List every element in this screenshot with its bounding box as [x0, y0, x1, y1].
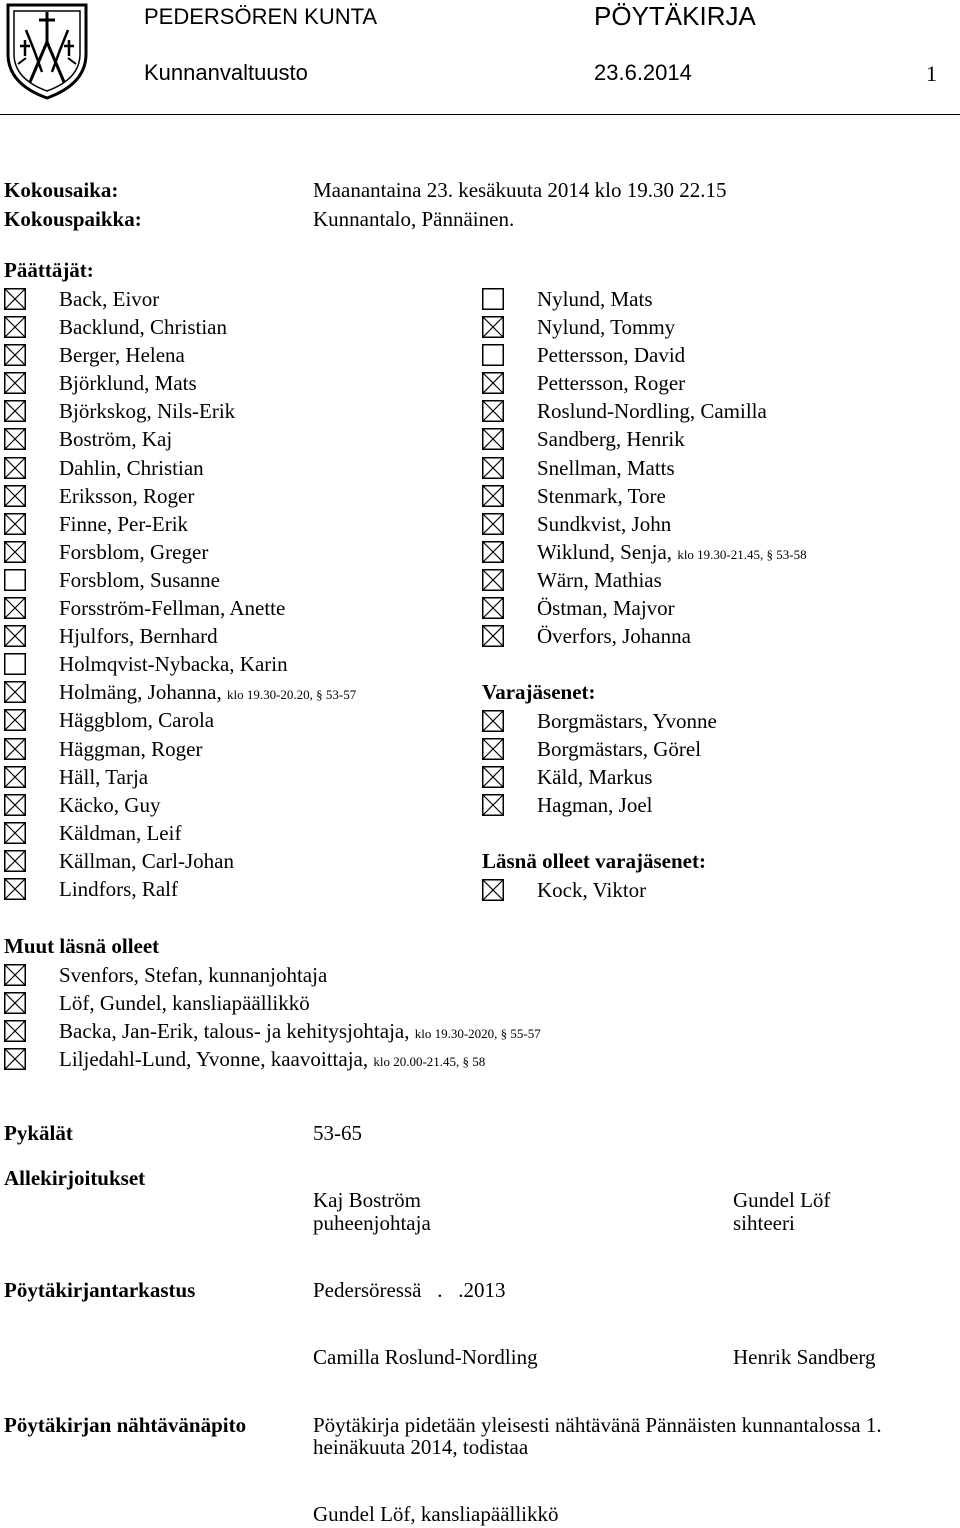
attendee-name: Överfors, Johanna [537, 624, 691, 649]
attendee-name: Käcko, Guy [59, 792, 161, 817]
list-item [4, 875, 464, 903]
attendee-name: Boström, Kaj [59, 427, 173, 452]
attendee-name: Käld, Markus [537, 765, 653, 790]
list-item [4, 566, 464, 594]
review-place-date: Pedersöressä . .2013 [313, 1278, 506, 1302]
checked-checkbox-icon[interactable] [482, 766, 504, 788]
checked-checkbox-icon[interactable] [4, 288, 26, 310]
attendee-name: Forsblom, Greger [59, 539, 209, 564]
list-item [4, 510, 464, 538]
checked-checkbox-icon[interactable] [4, 625, 26, 647]
attendee-name: Östman, Majvor [537, 596, 675, 621]
deciders-right-list [482, 285, 960, 650]
meeting-place-label: Kokouspaikka: [4, 207, 142, 231]
attendee-name: Borgmästars, Yvonne [537, 709, 717, 733]
list-item [482, 454, 960, 482]
attendee-name: Backlund, Christian [59, 315, 227, 340]
municipality-logo [4, 2, 90, 100]
attendee-name: Liljedahl-Lund, Yvonne, kaavoittaja, [59, 1047, 369, 1072]
checked-checkbox-icon[interactable] [482, 457, 504, 479]
deciders-title: Päättäjät: [4, 258, 94, 282]
attendee-name: Hagman, Joel [537, 793, 653, 818]
attendee-name: Forsström-Fellman, Anette [59, 596, 286, 621]
attendance-note: klo 19.30-21.45, § 53-58 [677, 546, 807, 562]
list-item [482, 425, 960, 453]
checked-checkbox-icon[interactable] [482, 625, 504, 647]
display-signer: Gundel Löf, kansliapäällikkö [313, 1502, 559, 1526]
list-item [4, 989, 904, 1017]
list-item [4, 482, 464, 510]
list-item [482, 735, 960, 763]
checked-checkbox-icon[interactable] [482, 569, 504, 591]
list-item [482, 707, 960, 735]
checked-checkbox-icon[interactable] [4, 372, 26, 394]
sections-label: Pykälät [4, 1121, 73, 1145]
attendee-name: Hjulfors, Bernhard [59, 624, 218, 649]
signatures-label: Allekirjoitukset [4, 1166, 146, 1190]
secretary-name: Gundel Löf [733, 1188, 831, 1212]
attendance-note: klo 20.00-21.45, § 58 [373, 1054, 486, 1070]
checked-checkbox-icon[interactable] [482, 879, 504, 901]
attendee-name: Lindfors, Ralf [59, 876, 178, 901]
secretary-role: sihteeri [733, 1211, 795, 1235]
list-item [482, 538, 960, 566]
checked-checkbox-icon[interactable] [4, 964, 26, 986]
substitutes-list [482, 707, 960, 819]
attendee-name: Holmäng, Johanna, [59, 680, 222, 705]
empty-checkbox-icon[interactable] [482, 288, 504, 310]
checked-checkbox-icon[interactable] [482, 485, 504, 507]
list-item [482, 341, 960, 369]
list-item [4, 622, 464, 650]
list-item [482, 397, 960, 425]
attendance-note: klo 19.30-20.20, § 53-57 [226, 687, 357, 703]
meeting-place-value: Kunnantalo, Pännäinen. [313, 207, 515, 231]
checked-checkbox-icon[interactable] [482, 794, 504, 816]
attendee-name: Wärn, Mathias [537, 567, 662, 592]
chair-name: Kaj Boström [313, 1188, 421, 1212]
list-item [482, 369, 960, 397]
checked-checkbox-icon[interactable] [4, 428, 26, 450]
list-item [482, 622, 960, 650]
list-item [4, 791, 464, 819]
checked-checkbox-icon[interactable] [4, 316, 26, 338]
checked-checkbox-icon[interactable] [4, 709, 26, 731]
meeting-time-label: Kokousaika: [4, 178, 119, 202]
list-item [4, 341, 464, 369]
list-item [4, 313, 464, 341]
present-substitutes-title: Läsnä olleet varajäsenet: [482, 849, 706, 873]
deciders-left-list [4, 285, 464, 903]
municipality-name: PEDERSÖREN KUNTA [144, 4, 378, 29]
display-text-line1: Pöytäkirja pidetään yleisesti nähtävänä Pännäisten kunnantalossa 1. [313, 1413, 882, 1437]
list-item [4, 819, 464, 847]
empty-checkbox-icon[interactable] [482, 344, 504, 366]
others-list [4, 961, 904, 1073]
council-name: Kunnanvaltuusto [144, 60, 308, 85]
list-item [4, 650, 464, 678]
list-item [482, 566, 960, 594]
list-item [4, 763, 464, 791]
list-item [4, 454, 464, 482]
attendee-name: Kock, Viktor [537, 878, 647, 902]
list-item [482, 510, 960, 538]
attendee-name: Eriksson, Roger [59, 483, 195, 508]
attendee-name: Finne, Per-Erik [59, 511, 189, 536]
attendee-name: Borgmästars, Görel [537, 737, 702, 762]
list-item [4, 961, 904, 989]
checked-checkbox-icon[interactable] [4, 822, 26, 844]
checked-checkbox-icon[interactable] [4, 457, 26, 479]
checked-checkbox-icon[interactable] [482, 513, 504, 535]
empty-checkbox-icon[interactable] [4, 569, 26, 591]
list-item [4, 706, 464, 734]
checked-checkbox-icon[interactable] [4, 878, 26, 900]
list-item [482, 313, 960, 341]
list-item [4, 285, 464, 313]
chair-role: puheenjohtaja [313, 1211, 431, 1235]
reviewer-2: Henrik Sandberg [733, 1345, 876, 1369]
checked-checkbox-icon[interactable] [4, 1020, 26, 1042]
checked-checkbox-icon[interactable] [4, 850, 26, 872]
attendee-name: Björklund, Mats [59, 371, 197, 396]
attendee-name: Pettersson, Roger [537, 371, 686, 396]
checked-checkbox-icon[interactable] [4, 541, 26, 563]
sections-value: 53-65 [313, 1121, 362, 1145]
list-item [482, 285, 960, 313]
meeting-date: 23.6.2014 [594, 60, 692, 85]
list-item [4, 735, 464, 763]
checked-checkbox-icon[interactable] [4, 794, 26, 816]
checked-checkbox-icon[interactable] [482, 428, 504, 450]
attendee-name: Löf, Gundel, kansliapäällikkö [59, 991, 310, 1016]
display-label: Pöytäkirjan nähtävänäpito [4, 1413, 247, 1437]
empty-checkbox-icon[interactable] [4, 653, 26, 675]
checked-checkbox-icon[interactable] [4, 1048, 26, 1070]
attendee-name: Källman, Carl-Johan [59, 848, 234, 873]
list-item [4, 397, 464, 425]
document-type: PÖYTÄKIRJA [594, 1, 756, 31]
header-divider [0, 114, 960, 115]
list-item [4, 1045, 904, 1073]
attendee-name: Björkskog, Nils-Erik [59, 399, 236, 424]
list-item [482, 791, 960, 819]
checked-checkbox-icon[interactable] [4, 513, 26, 535]
list-item [482, 594, 960, 622]
checked-checkbox-icon[interactable] [4, 344, 26, 366]
attendance-note: klo 19.30-2020, § 55-57 [414, 1026, 541, 1042]
attendee-name: Stenmark, Tore [537, 483, 666, 508]
review-label: Pöytäkirjantarkastus [4, 1278, 196, 1302]
meeting-time-value: Maanantaina 23. kesäkuuta 2014 klo 19.30 22.15 [313, 178, 727, 202]
list-item [4, 369, 464, 397]
attendee-name: Nylund, Tommy [537, 315, 676, 340]
attendee-name: Käldman, Leif [59, 820, 182, 845]
substitutes-title: Varajäsenet: [482, 680, 596, 704]
list-item [4, 847, 464, 875]
attendee-name: Sandberg, Henrik [537, 427, 685, 452]
attendee-name: Berger, Helena [59, 343, 185, 368]
checked-checkbox-icon[interactable] [4, 738, 26, 760]
list-item [482, 763, 960, 791]
page-number: 1 [926, 61, 937, 86]
attendee-name: Holmqvist-Nybacka, Karin [59, 652, 288, 677]
others-title: Muut läsnä olleet [4, 934, 160, 958]
attendee-name: Backa, Jan-Erik, talous- ja kehitysjohtaja, [59, 1019, 410, 1044]
list-item [4, 425, 464, 453]
checked-checkbox-icon[interactable] [482, 316, 504, 338]
checked-checkbox-icon[interactable] [4, 766, 26, 788]
attendee-name: Back, Eivor [59, 287, 160, 311]
attendee-name: Häggblom, Carola [59, 708, 215, 733]
attendee-name: Häll, Tarja [59, 764, 149, 789]
attendee-name: Wiklund, Senja, [537, 539, 673, 564]
list-item [4, 594, 464, 622]
checked-checkbox-icon[interactable] [482, 738, 504, 760]
checked-checkbox-icon[interactable] [482, 400, 504, 422]
list-item [482, 482, 960, 510]
checked-checkbox-icon[interactable] [482, 710, 504, 732]
checked-checkbox-icon[interactable] [4, 485, 26, 507]
list-item [482, 876, 960, 904]
attendee-name: Snellman, Matts [537, 455, 675, 480]
attendee-name: Dahlin, Christian [59, 455, 204, 480]
attendee-name: Svenfors, Stefan, kunnanjohtaja [59, 963, 328, 987]
attendee-name: Roslund-Nordling, Camilla [537, 399, 767, 424]
checked-checkbox-icon[interactable] [482, 541, 504, 563]
list-item [4, 538, 464, 566]
list-item [4, 678, 464, 706]
display-text-line2: heinäkuuta 2014, todistaa [313, 1435, 529, 1459]
checked-checkbox-icon[interactable] [4, 597, 26, 619]
reviewer-1: Camilla Roslund-Nordling [313, 1345, 538, 1369]
checked-checkbox-icon[interactable] [482, 372, 504, 394]
list-item [4, 1017, 904, 1045]
attendee-name: Sundkvist, John [537, 511, 672, 536]
checked-checkbox-icon[interactable] [4, 400, 26, 422]
checked-checkbox-icon[interactable] [4, 681, 26, 703]
attendee-name: Häggman, Roger [59, 736, 203, 761]
attendee-name: Forsblom, Susanne [59, 567, 221, 592]
attendee-name: Pettersson, David [537, 343, 686, 368]
attendee-name: Nylund, Mats [537, 287, 653, 311]
checked-checkbox-icon[interactable] [482, 597, 504, 619]
checked-checkbox-icon[interactable] [4, 992, 26, 1014]
present-substitutes-list [482, 876, 960, 904]
